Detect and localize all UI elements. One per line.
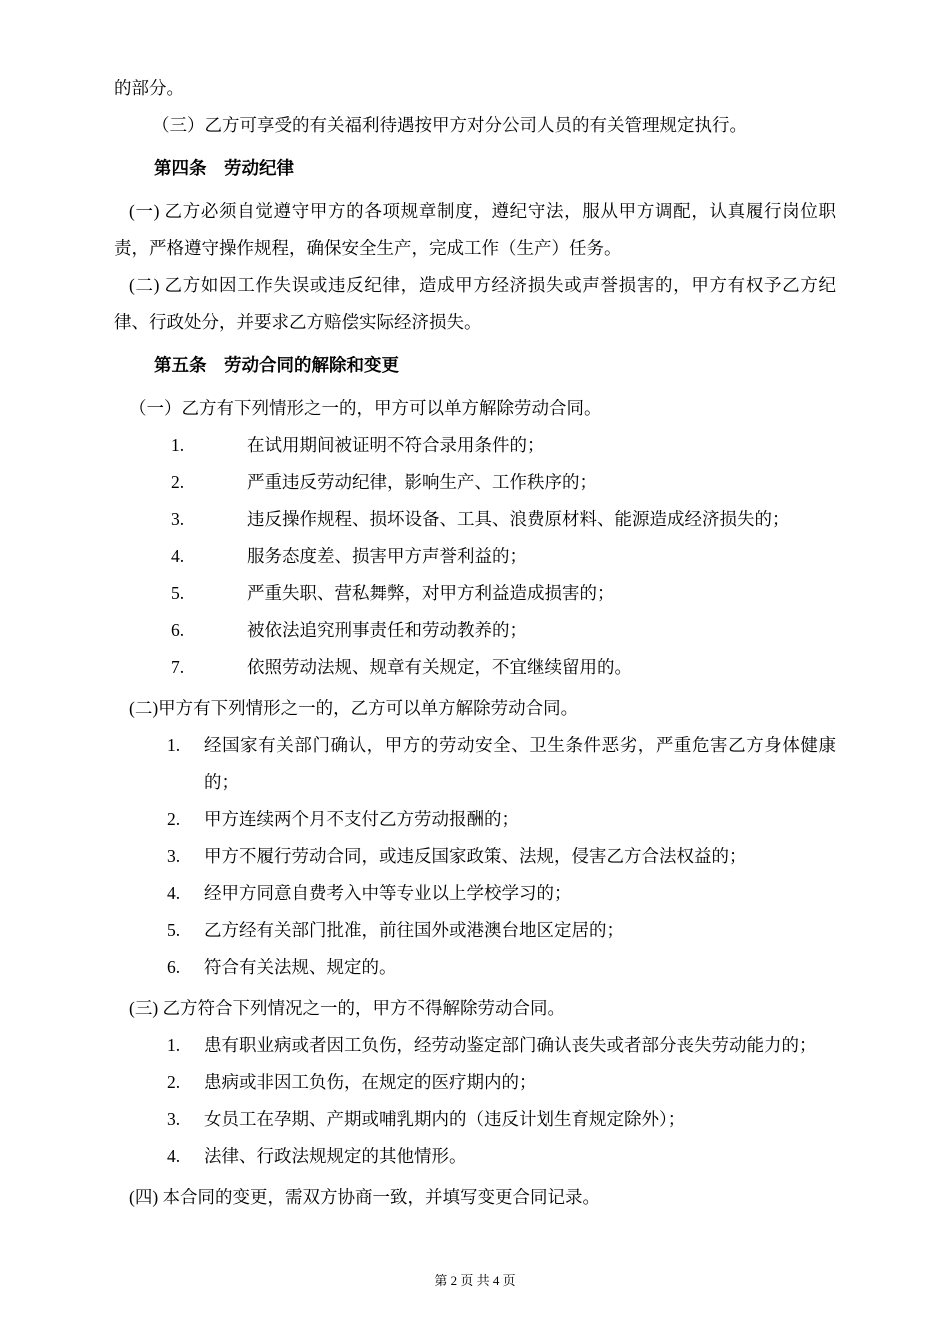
list-item-number: 2. bbox=[167, 1072, 181, 1092]
list-item bbox=[114, 801, 836, 838]
article-4-para-2: (二) 乙方如因工作失误或违反纪律，造成甲方经济损失或声誉损害的，甲方有权予乙方纪律、行政处分，并要求乙方赔偿实际经济损失。 bbox=[114, 275, 836, 332]
list-item-number: 5. bbox=[167, 920, 181, 940]
list-item-number: 7. bbox=[171, 657, 185, 677]
list-item bbox=[114, 912, 836, 949]
list-item-number: 4. bbox=[171, 546, 185, 566]
list-item-number: 6. bbox=[167, 957, 181, 977]
list-item-text: 乙方经有关部门批准，前往国外或港澳台地区定居的； bbox=[204, 920, 624, 940]
list-item-number: 3. bbox=[167, 1109, 181, 1129]
list-item bbox=[114, 538, 836, 575]
list-item-number: 5. bbox=[171, 583, 185, 603]
list-item bbox=[114, 1064, 836, 1101]
section-2-lead: (二)甲方有下列情形之一的，乙方可以单方解除劳动合同。 bbox=[129, 698, 579, 718]
list-item-text: 在试用期间被证明不符合录用条件的； bbox=[247, 435, 545, 455]
section-3-lead: (三) 乙方符合下列情况之一的，甲方不得解除劳动合同。 bbox=[129, 998, 566, 1018]
list-item-text: 严重失职、营私舞弊，对甲方利益造成损害的； bbox=[247, 583, 615, 603]
list-item-number: 3. bbox=[171, 509, 185, 529]
list-item-text: 服务态度差、损害甲方声誉利益的； bbox=[247, 546, 527, 566]
article-4-para-1: (一) 乙方必须自觉遵守甲方的各项规章制度，遵纪守法，服从甲方调配，认真履行岗位职责，严格遵守操作规程，确保安全生产，完成工作（生产）任务。 bbox=[114, 201, 836, 258]
list-item bbox=[114, 1027, 836, 1064]
list-item bbox=[114, 464, 836, 501]
list-item-number: 1. bbox=[167, 1035, 181, 1055]
welfare-clause: （三）乙方可享受的有关福利待遇按甲方对分公司人员的有关管理规定执行。 bbox=[152, 115, 747, 135]
list-item bbox=[114, 427, 836, 464]
list-item bbox=[114, 1101, 836, 1138]
list-item-number: 2. bbox=[171, 472, 185, 492]
list-item-text: 经国家有关部门确认，甲方的劳动安全、卫生条件恶劣，严重危害乙方身体健康的； bbox=[204, 735, 836, 792]
document-body bbox=[114, 70, 836, 1216]
no-termination-list bbox=[114, 1027, 836, 1175]
article-5-heading: 第五条 劳动合同的解除和变更 bbox=[154, 355, 399, 375]
list-item bbox=[114, 875, 836, 912]
employer-termination-list bbox=[114, 427, 836, 686]
list-item-number: 2. bbox=[167, 809, 181, 829]
list-item bbox=[114, 727, 836, 801]
page-footer: 第 2 页 共 4 页 bbox=[434, 1273, 516, 1288]
list-item bbox=[114, 501, 836, 538]
list-item bbox=[114, 612, 836, 649]
list-item bbox=[114, 575, 836, 612]
list-item-text: 患有职业病或者因工负伤，经劳动鉴定部门确认丧失或者部分丧失劳动能力的； bbox=[204, 1035, 817, 1055]
list-item-number: 4. bbox=[167, 1146, 181, 1166]
list-item-number: 1. bbox=[171, 435, 185, 455]
employee-termination-list bbox=[114, 727, 836, 986]
list-item-number: 4. bbox=[167, 883, 181, 903]
list-item-text: 依照劳动法规、规章有关规定，不宜继续留用的。 bbox=[247, 657, 632, 677]
list-item bbox=[114, 949, 836, 986]
list-item-text: 违反操作规程、损坏设备、工具、浪费原材料、能源造成经济损失的； bbox=[247, 509, 790, 529]
list-item-number: 3. bbox=[167, 846, 181, 866]
section-4-para: (四) 本合同的变更，需双方协商一致，并填写变更合同记录。 bbox=[129, 1187, 601, 1207]
carryover-fragment: 的部分。 bbox=[114, 78, 184, 98]
list-item-text: 经甲方同意自费考入中等专业以上学校学习的； bbox=[204, 883, 572, 903]
list-item-text: 法律、行政法规规定的其他情形。 bbox=[204, 1146, 467, 1166]
article-4-heading: 第四条 劳动纪律 bbox=[154, 158, 294, 178]
section-1-lead: （一）乙方有下列情形之一的，甲方可以单方解除劳动合同。 bbox=[129, 398, 602, 418]
list-item-number: 6. bbox=[171, 620, 185, 640]
list-item bbox=[114, 649, 836, 686]
list-item-text: 符合有关法规、规定的。 bbox=[204, 957, 397, 977]
list-item-text: 患病或非因工负伤，在规定的医疗期内的； bbox=[204, 1072, 537, 1092]
list-item-text: 被依法追究刑事责任和劳动教养的； bbox=[247, 620, 527, 640]
list-item bbox=[114, 1138, 836, 1175]
list-item-text: 女员工在孕期、产期或哺乳期内的（违反计划生育规定除外）； bbox=[204, 1109, 686, 1129]
list-item-text: 严重违反劳动纪律，影响生产、工作秩序的； bbox=[247, 472, 597, 492]
list-item-text: 甲方不履行劳动合同，或违反国家政策、法规，侵害乙方合法权益的； bbox=[204, 846, 747, 866]
list-item bbox=[114, 838, 836, 875]
list-item-text: 甲方连续两个月不支付乙方劳动报酬的； bbox=[204, 809, 519, 829]
list-item-number: 1. bbox=[167, 735, 181, 755]
